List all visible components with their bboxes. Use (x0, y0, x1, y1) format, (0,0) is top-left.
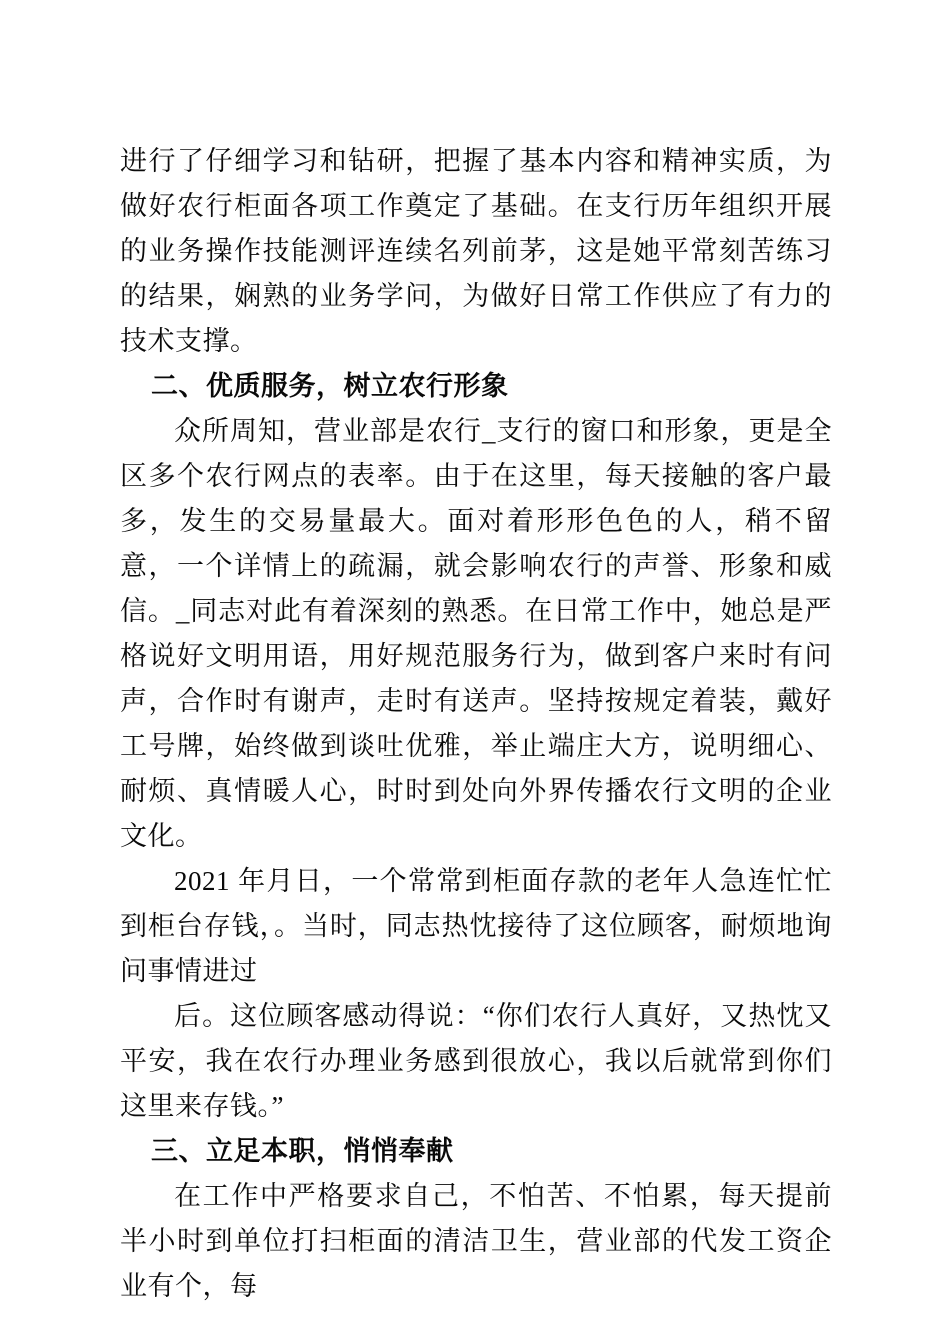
paragraph: 众所周知，营业部是农行_支行的窗口和形象，更是全区多个农行网点的表率。由于在这里，每天接触的客户最多，发生的交易量最大。面对着形形色色的人，稍不留意，一个详情上的疏漏，就会影响农行的声誉、形象和威信。_同志对此有着深刻的熟悉。在日常工作中，她总是严格说好文明用语，用好规范服务行为，做到客户来时有问声，合作时有谢声，走时有送声。坚持按规定着装，戴好工号牌，始终做到谈吐优雅，举止端庄大方，说明细心、耐烦、真情暖人心，时时到处向外界传播农行文明的企业文化。 (120, 416, 832, 851)
paragraph: 2021 年月日，一个常常到柜面存款的老年人急连忙忙到柜台存钱，。当时，同志热忱接待了这位顾客，耐烦地询问事情进过 (120, 866, 832, 986)
paragraph: 在工作中严格要求自己，不怕苦、不怕累，每天提前半小时到单位打扫柜面的清洁卫生，营业部的代发工资企业有个，每 (120, 1181, 832, 1301)
section-heading: 二、优质服务，树立农行形象 (151, 371, 509, 401)
paragraph: 进行了仔细学习和钻研，把握了基本内容和精神实质，为做好农行柜面各项工作奠定了基础。在支行历年组织开展的业务操作技能测评连续名列前茅，这是她平常刻苦练习的结果，娴熟的业务学问，为做好日常工作供应了有力的技术支撑。 (120, 146, 832, 356)
document-body (120, 139, 832, 1309)
section-heading: 三、立足本职，悄悄奉献 (151, 1136, 454, 1166)
paragraph: 后。这位顾客感动得说：“你们农行人真好，又热忱又平安，我在农行办理业务感到很放心，我以后就常到你们这里来存钱。” (120, 1001, 832, 1121)
